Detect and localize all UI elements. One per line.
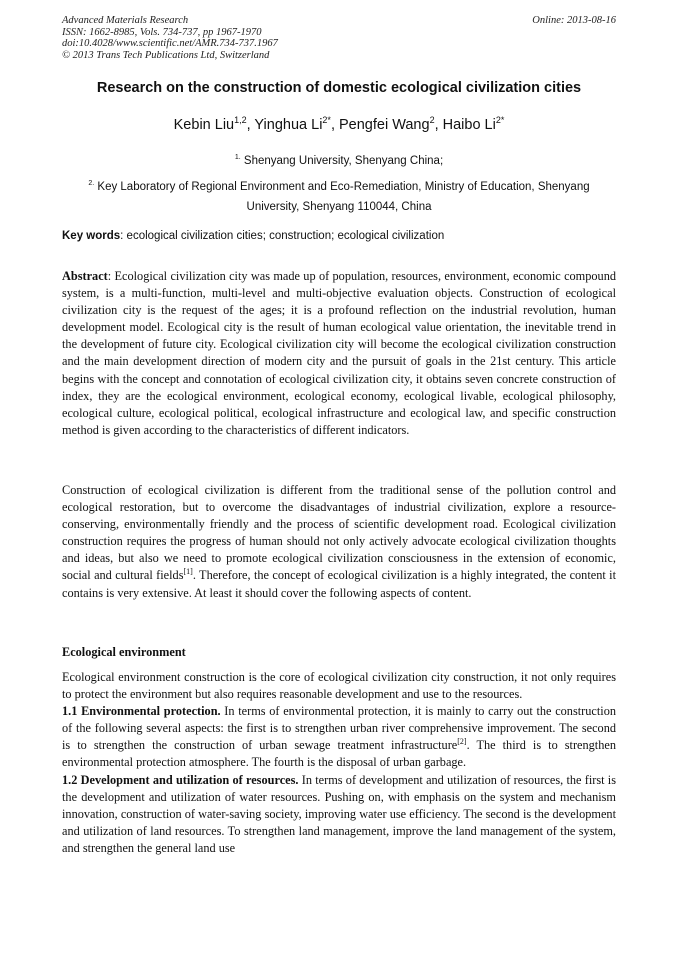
- author-name: Yinghua Li: [254, 116, 323, 133]
- subsection-heading: 1.2 Development and utilization of resources.: [62, 772, 299, 787]
- subsection-heading: 1.1 Environmental protection.: [62, 704, 221, 719]
- abstract: [62, 268, 616, 439]
- journal-name: Advanced Materials Research: [62, 15, 189, 26]
- abstract-text: : Ecological civilization city was made up of population, resources, environment, economic compound system, is a multi-function, multi-level and multi-objective evaluation objects. Construction of ecological civilization city is the request of the ages; it is a profound reflection on the industrial revolution, human development model. Ecological city is the result of human ecological value orientation, the inevitable trend in the development of future city. Ecological civilization city will become the ecological civilization construction and the main development direction of modern city and the pursuit of goals in the 21st century. This article begins with the concept and connotation of ecological civilization city, it obtains seven concrete construction of index, they are the ecological environment, ecological economy, ecological livable, ecological philosophy, ecological culture, ecological political, ecological infrastructure and ecological law, and specific construction method is given according to the characteristics of different indicators.: [62, 269, 616, 437]
- issn-line: ISSN: 1662-8985, Vols. 734-737, pp 1967-1970: [62, 26, 262, 38]
- abstract-label: Abstract: [62, 269, 108, 283]
- keywords: [62, 230, 616, 242]
- journal-info: [62, 15, 482, 61]
- keywords-label: Key words: [62, 230, 121, 242]
- paper-title: Research on the construction of domestic ecological civilization cities: [96, 80, 582, 96]
- subsection-1-2: 1.2 Development and utilization of resources. In terms of development and utilization of resources, the first is the development and utilization of water resources. Pushing on, with emphasis on the system and mechanism innovation, construction of water-saving society, improving water use efficiency. The second is the development and utilization of land resources. To strengthen land management, improve the land management of the system, and strengthen the general land use: [62, 772, 616, 855]
- citation-ref: [2]: [457, 737, 467, 747]
- doi-line: doi:10.4028/www.scientific.net/AMR.734-737.1967: [62, 38, 278, 49]
- author-name: Haibo Li: [442, 116, 496, 133]
- author-affil-mark: 2: [429, 115, 435, 125]
- online-date: Online: 2013-08-16: [532, 15, 616, 26]
- author-list: Kebin Liu$^{1,2}$, Yinghua $Li^{2*}$, Pengfei Wang$^2$, Haibo $Li^{2*}$: [173, 115, 505, 133]
- citation-ref: [1]: [183, 567, 193, 577]
- author-name: Pengfei Wang: [339, 116, 430, 133]
- section-body: [62, 669, 616, 857]
- author-name: Kebin Liu: [173, 116, 235, 133]
- subsection-1-1: 1.1 Environmental protection. In terms of environmental protection, it is mainly to carry out the construction of the following several aspects: the first is to strengthen urban river comprehensive improvement. The second is to strengthen the construction of urban sewage treatment infrastructure[2]. The third is to strengthen environmental protection atmosphere. The fourth is the disposal of urban garbage.: [62, 704, 616, 770]
- section-intro: Ecological environment construction is the core of ecological civilization city construction, it not only requires to protect the environment but also requires reasonable development and use to the resources.: [62, 670, 616, 702]
- affiliation-2: $^{2.}$ Key Laboratory of Regional Environment and Eco-Remediation, Ministry of Education, Shenyang University, Shenyang 110044, China: [88, 180, 590, 213]
- copyright-line: © 2013 Trans Tech Publications Ltd, Switzerland: [62, 49, 270, 61]
- author-affil-mark: 2*: [322, 115, 331, 125]
- author-affil-mark: 1,2: [234, 115, 247, 125]
- intro-paragraph: Construction of ecological civilization is different from the traditional sense of the pollution control and ecological restoration, but to overcome the disadvantages of industrial civilization, explore a resource-conserving, environmentally friendly and the process of scientific development road. Ecological civilization construction requires the progress of human should not only actively advocate ecological civilization thoughts and ideas, but also we need to promote ecological civilization consciousness in the extension of economic, social and cultural fields[1]. Therefore, the concept of ecological civilization is a highly integrated, the content it contains is very extensive. At least it should cover the following aspects of content.: [62, 483, 616, 600]
- author-affil-mark: 2*: [495, 115, 505, 125]
- section-heading: Ecological environment: [62, 645, 186, 659]
- keywords-text: : ecological civilization cities; construction; ecological civilization: [120, 230, 445, 242]
- affiliation-1: $^{1.}$ Shenyang University, Shenyang China;: [234, 154, 444, 167]
